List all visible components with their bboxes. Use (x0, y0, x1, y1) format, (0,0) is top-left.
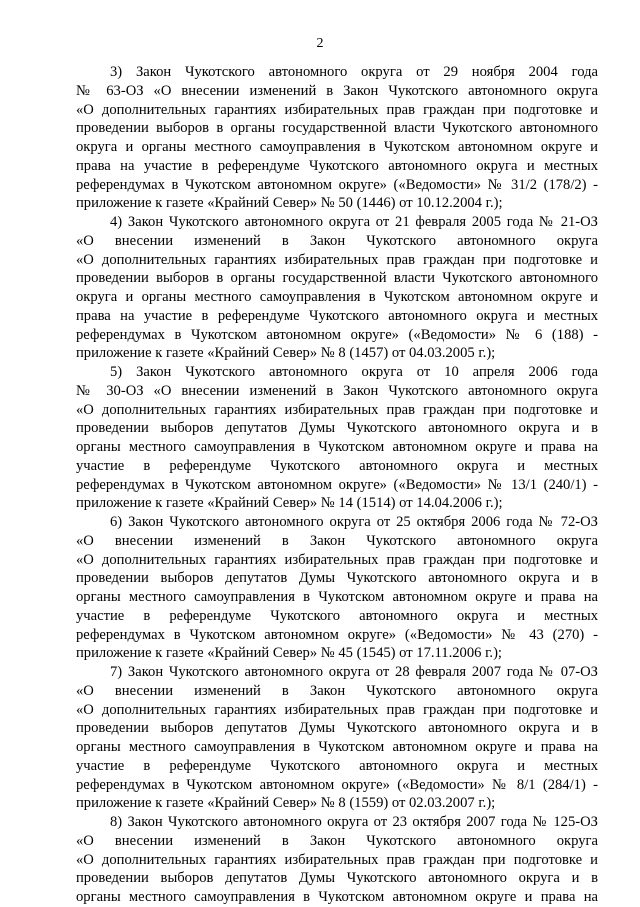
text-line: права на участие в референдуме Чукотского автономного округа и местных (76, 307, 598, 324)
text-line: «О дополнительных гарантиях избирательных прав граждан при подготовке и (76, 401, 598, 418)
text-line: участие в референдуме Чукотского автономного округа и местных (76, 457, 598, 474)
text-line: проведении выборов депутатов Думы Чукотского автономного округа и в (76, 420, 598, 437)
text-line: референдумах в Чукотском автономном округе» («Ведомости» № 13/1 (240/1) - (76, 476, 598, 493)
text-line: проведении выборов в органы государственной власти Чукотского автономного (76, 270, 598, 287)
text-line: 6) Закон Чукотского автономного округа от 25 октября 2006 года № 72-ОЗ (110, 514, 598, 530)
text-line: 3) Закон Чукотского автономного округа от 29 ноября 2004 года (110, 64, 598, 80)
list-item (76, 213, 598, 363)
list-item (76, 363, 598, 513)
text-line: 4) Закон Чукотского автономного округа от 21 февраля 2005 года № 21-ОЗ (110, 214, 598, 230)
text-line: «О дополнительных гарантиях избирательных прав граждан при подготовке и (76, 851, 598, 868)
text-line: «О дополнительных гарантиях избирательных прав граждан при подготовке и (76, 101, 598, 118)
text-line: референдумах в Чукотском автономном округе» («Ведомости» № 31/2 (178/2) - (76, 176, 598, 193)
text-line: проведении выборов депутатов Думы Чукотского автономного округа и в (76, 720, 598, 737)
text-line: референдумах в Чукотском автономном округе» («Ведомости» № 6 (188) - (76, 326, 598, 343)
text-line: «О дополнительных гарантиях избирательных прав граждан при подготовке и (76, 551, 598, 568)
text-line: 8) Закон Чукотского автономного округа от 23 октября 2007 года № 125-ОЗ (110, 814, 598, 830)
text-line: «О внесении изменений в Закон Чукотского автономного округа (76, 832, 598, 849)
text-line: проведении выборов в органы государственной власти Чукотского автономного (76, 120, 598, 137)
text-line: № 63-ОЗ «О внесении изменений в Закон Чукотского автономного округа (76, 82, 598, 99)
list-item (76, 63, 598, 213)
text-line: проведении выборов депутатов Думы Чукотского автономного округа и в (76, 570, 598, 587)
text-line: приложение к газете «Крайний Север» № 14 (1514) от 14.04.2006 г.); (76, 495, 503, 512)
text-line: 5) Закон Чукотского автономного округа от 10 апреля 2006 года (110, 364, 598, 380)
text-line: «О внесении изменений в Закон Чукотского автономного округа (76, 682, 598, 699)
list-item (76, 663, 598, 813)
text-line: округа и органы местного самоуправления в Чукотском автономном округе и (76, 289, 598, 305)
text-line: № 30-ОЗ «О внесении изменений в Закон Чукотского автономного округа (76, 382, 598, 399)
text-line: приложение к газете «Крайний Север» № 45 (1545) от 17.11.2006 г.); (76, 645, 502, 662)
text-line: «О внесении изменений в Закон Чукотского автономного округа (76, 532, 598, 549)
text-line: приложение к газете «Крайний Север» № 8 (1559) от 02.03.2007 г.); (76, 795, 496, 812)
text-line: органы местного самоуправления в Чукотском автономном округе и права на (76, 889, 598, 905)
text-line: органы местного самоуправления в Чукотском автономном округе и права на (76, 439, 598, 455)
text-line: органы местного самоуправления в Чукотском автономном округе и права на (76, 589, 598, 605)
list-item (76, 513, 598, 663)
text-line: референдумах в Чукотском автономном округе» («Ведомости» № 8/1 (284/1) - (76, 776, 598, 793)
text-line: проведении выборов депутатов Думы Чукотского автономного округа и в (76, 870, 598, 887)
text-line: референдумах в Чукотском автономном округе» («Ведомости» № 43 (270) - (76, 626, 598, 643)
text-line: округа и органы местного самоуправления в Чукотском автономном округе и (76, 139, 598, 155)
text-line: участие в референдуме Чукотского автономного округа и местных (76, 757, 598, 774)
text-line: «О дополнительных гарантиях избирательных прав граждан при подготовке и (76, 701, 598, 718)
text-line: приложение к газете «Крайний Север» № 8 (1457) от 04.03.2005 г.); (76, 345, 496, 362)
list-item (76, 813, 598, 907)
text-line: права на участие в референдуме Чукотского автономного округа и местных (76, 157, 598, 174)
text-line: органы местного самоуправления в Чукотском автономном округе и права на (76, 739, 598, 755)
text-line: «О дополнительных гарантиях избирательных прав граждан при подготовке и (76, 251, 598, 268)
text-line: приложение к газете «Крайний Север» № 50 (1446) от 10.12.2004 г.); (76, 195, 503, 212)
text-line: 7) Закон Чукотского автономного округа от 28 февраля 2007 года № 07-ОЗ (110, 664, 598, 680)
document-body (76, 63, 598, 907)
text-line: «О внесении изменений в Закон Чукотского автономного округа (76, 232, 598, 249)
page-number: 2 (316, 36, 324, 51)
text-line: участие в референдуме Чукотского автономного округа и местных (76, 607, 598, 624)
